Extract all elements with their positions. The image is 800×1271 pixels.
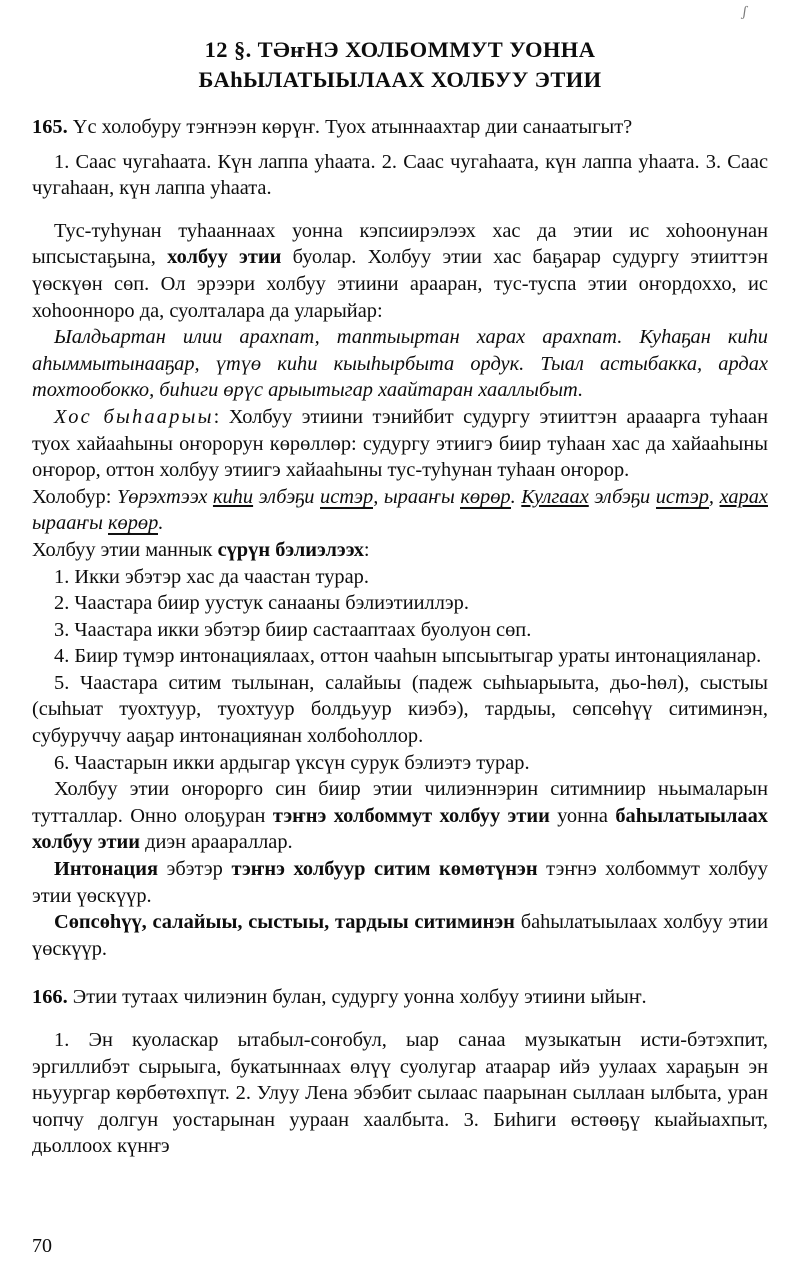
- sample-run-double-underlined: көрөр: [460, 485, 511, 508]
- term-intonatsiya: Интонация: [54, 858, 159, 881]
- page-title-line-2: БАһЫЛАТЫЫЛААХ ХОЛБУУ ЭТИИ: [198, 67, 602, 92]
- sample-run-italic: Үөрэхтээх: [116, 485, 213, 508]
- term-suryn-belielekh: сүрүн бэлиэлээх: [217, 538, 364, 561]
- feature-item-6: 6. Чаастарын икки ардыгар үксүн сурук бэлиэтэ турар.: [54, 751, 530, 774]
- sample-run-italic: , ырааҥы: [373, 485, 461, 508]
- page-title: [32, 0, 768, 95]
- exercise-165-number: 165.: [32, 116, 68, 138]
- sample-run-double-underlined: көрөр: [108, 512, 159, 535]
- theory-p1-part-b: буолар. Холбуу этии хас баҕарар судургу этииттэн үөскүөн сөп. Ол эрээри холбуу этиини арааран, тус-туспа этии оҥордоххо, ис хоһоонноро да, суолталара да уларыйар:: [32, 246, 768, 322]
- term-tenne-kholbommut: тэҥнэ холбоммут холбуу этии: [272, 804, 550, 827]
- exercise-165-prompt-text: Үс холобуру тэҥнээн көрүҥ. Туох атыннаахтар дии санаатыгыт?: [72, 116, 633, 138]
- exercise-165-examples: 1. Саас чугаһаата. Күн лаппа уһаата. 2. Саас чугаһаата, күн лаппа уһаата. 3. Саас чугаһаан, күн лаппа уһаата.: [32, 150, 768, 200]
- sample-run-underlined: киһи: [212, 485, 254, 508]
- sample-run-underlined: Кулгаах: [521, 485, 589, 508]
- theory-p1-part-a: Тус-туһунан туһааннаах уонна кэпсиирэлээх хас да этии ис хоһоонунан ыпсыстаҕына,: [32, 219, 768, 269]
- sample-run-double-underlined: истэр: [655, 485, 709, 508]
- sample-run-italic: элбэҕи: [588, 485, 656, 508]
- feature-item-3: 3. Чаастара икки эбэтэр биир састааптаах буолуон сөп.: [54, 618, 532, 641]
- page-title-line-1: 12 §. ТӘҥНЭ ХОЛБОММУТ УОННА: [204, 37, 596, 62]
- theory-paragraph-1: [32, 218, 768, 324]
- scan-artifact-mark: ʃ: [740, 3, 749, 21]
- rule-2: [32, 909, 768, 962]
- theory-note-body: : Холбуу этиини тэнийбит судургу этииттэн арааарга туһаан туох хайааһыны оҥорорун көрөллөр: судургу этиигэ биир туһаан хас да хайааһыны оҥорор, оттон холбуу этиигэ хайааһыны тус-туһунан туһаан оҥорор.: [32, 405, 768, 482]
- term-kholbuu-etii: холбуу этии: [167, 246, 282, 269]
- feature-item-5: 5. Чаастара ситим тылынан, салайыы (падеж сыһыарыыта, дьо-һөл), сыстыы (сыһыат туохтуур, туохтуур болдьуур киэбэ), тардыы, сөпсөһүү ситиминэн, субуруччу ааҕар интонациянан холбоһоллор.: [32, 671, 768, 748]
- sample-run-italic: ырааҥы: [32, 512, 108, 535]
- exercise-165-prompt: [32, 114, 768, 141]
- conclusion-part-b: диэн араараллар.: [140, 831, 293, 854]
- sample-run-underlined: харах: [719, 485, 768, 508]
- conclusion-part-mid: уонна: [549, 804, 616, 827]
- feature-item-4: 4. Биир түмэр интонациялаах, оттон чааһын ыпсыытыгар ураты интонацияланар.: [54, 645, 762, 668]
- rule-1: [32, 856, 768, 909]
- theory-note-label: Хос быһаарыы: [54, 405, 214, 428]
- rule-1-tail: тэҥнэ холбоммут холбуу этии үөскүүр.: [32, 858, 768, 907]
- theory-sample-parts: [32, 486, 768, 535]
- sample-run-italic: .: [510, 485, 522, 508]
- features-intro-b: :: [363, 538, 370, 561]
- exercise-166-number: 166.: [32, 986, 68, 1009]
- sample-run-italic: ,: [708, 485, 720, 508]
- features-intro: [32, 537, 768, 564]
- exercise-166-prompt: [32, 984, 768, 1011]
- feature-item-2: 2. Чаастара биир уустук санааны бэлиэтииллэр.: [54, 592, 469, 615]
- exercise-166-prompt-text: Этии тутаах чилиэнин булан, судургу уонна холбуу этиини ыйыҥ.: [72, 986, 647, 1009]
- term-bahylatyylaakh: баһылатыылаах холбуу этии: [32, 804, 769, 854]
- feature-item-1: 1. Икки эбэтэр хас да чаастан турар.: [54, 565, 369, 588]
- features-intro-a: Холбуу этии маннык: [32, 538, 218, 561]
- exercise-166-body: 1. Эн куоласкар ытабыл-соҥобул, ыар санаа музыкатын исти-бэтэхпит, эргиллибэт сырыыга, букатыннаах өлүү суолугар атаарар ийэ уулаах хараҕын эн ньуургар көрбөтөхпүт. 2. Улуу Лена эбэбит сылаас паарынан сыллаан ылбыта, уран чопчу долгун уостарынан уураан хаалбыта. 3. Биһиги өстөөҕү кыайыахпыт, дьоллоох күнҥэ: [32, 1029, 768, 1158]
- theory-note: [32, 404, 768, 484]
- page-number: 70: [32, 1235, 52, 1257]
- term-sopsohuu-salayyy: Сөпсөһүү, салайыы, сыстыы, тардыы ситиминэн: [54, 911, 515, 934]
- rule-1-mid: эбэтэр: [158, 858, 232, 881]
- theory-italic-examples: Ыалдьартан илии арахпат, таптыыртан харах арахпат. Куһаҕан киһи аһыммытынааҕар, үтүө киһи кыыһырбыта ордук. Тыал астыбакка, ардах тохтообокко, биһиги өрүс арыытыгар хаайтаран хааллыбыт.: [32, 326, 768, 402]
- term-tenne-kholbuur-sitim: тэҥнэ холбуур ситим көмөтүнэн: [231, 858, 538, 881]
- theory-sample-label: Холобур:: [32, 485, 117, 508]
- conclusion-paragraph: [32, 776, 768, 856]
- rule-2-tail: баһылатыылаах холбуу этии үөскүүр.: [32, 911, 768, 960]
- sample-run-double-underlined: истэр: [320, 485, 374, 508]
- sample-run-italic: .: [158, 512, 164, 535]
- sample-run-italic: элбэҕи: [253, 485, 321, 508]
- theory-sample: [32, 484, 768, 537]
- conclusion-part-a: Холбуу этии оҥорорго син биир этии чилиэннэрин ситимниир ньымаларын тутталлар. Онно олоҕуран: [32, 778, 768, 827]
